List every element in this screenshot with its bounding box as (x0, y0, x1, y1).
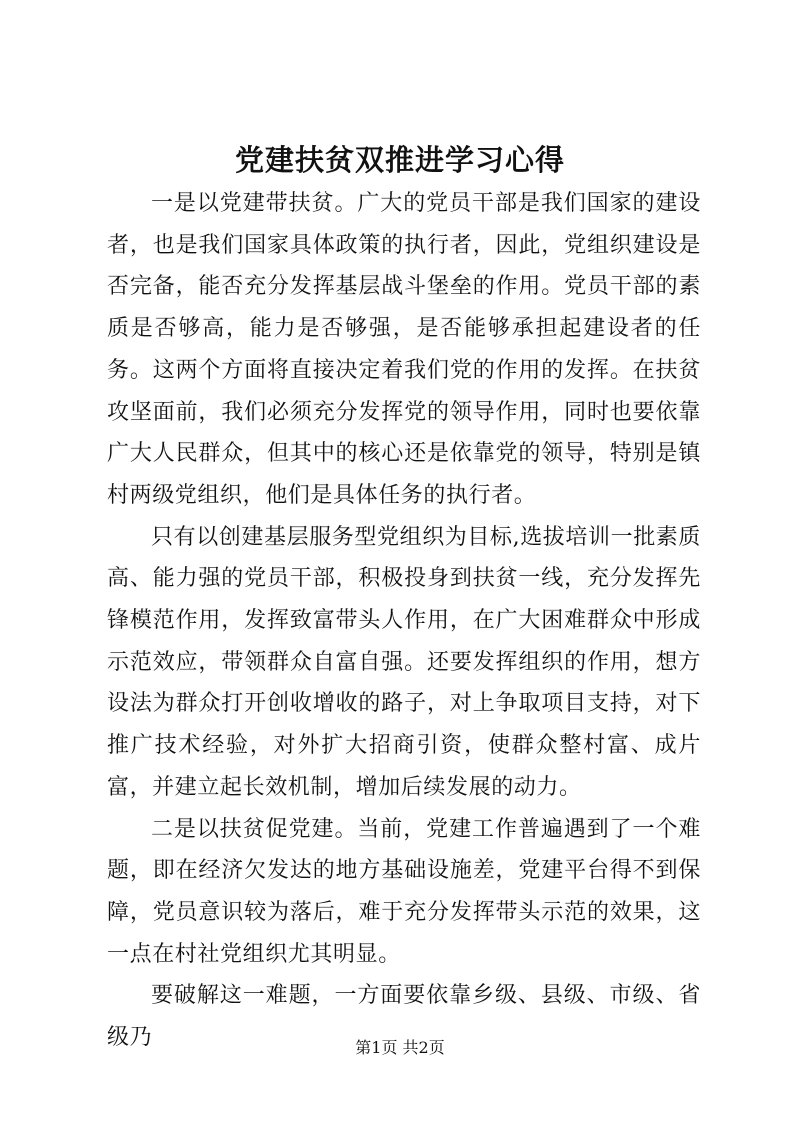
paragraph-3: 二是以扶贫促党建。当前，党建工作普遍遇到了一个难题，即在经济欠发达的地方基础设施差，党建平台得不到保障，党员意识较为落后，难于充分发挥带头示范的效果，这一点在村社党组织尤其明显。 (107, 816, 701, 967)
document-title: 党建扶贫双推进学习心得 (234, 143, 565, 177)
paragraph-4: 要破解这一难题，一方面要依靠乡级、县级、市级、省级乃 (107, 983, 701, 1051)
paragraph-2: 只有以创建基层服务型党组织为目标,选拔培训一批素质高、能力强的党员干部，积极投身到扶贫一线，充分发挥先锋模范作用，发挥致富带头人作用，在广大困难群众中形成示范效应，带领群众自富自强。还要发挥组织的作用，想方设法为群众打开创收增收的路子，对上争取项目支持，对下推广技术经验，对外扩大招商引资，使群众整村富、成片富，并建立起长效机制，增加后续发展的动力。 (107, 524, 701, 800)
paragraph-1: 一是以党建带扶贫。广大的党员干部是我们国家的建设者，也是我们国家具体政策的执行者，因此，党组织建设是否完备，能否充分发挥基层战斗堡垒的作用。党员干部的素质是否够高，能力是否够强，是否能够承担起建设者的任务。这两个方面将直接决定着我们党的作用的发挥。在扶贫攻坚面前，我们必须充分发挥党的领导作用，同时也要依靠广大人民群众，但其中的核心还是依靠党的领导，特别是镇村两级党组织，他们是具体任务的执行者。 (107, 191, 701, 508)
document-body (107, 183, 701, 1059)
page-number-footer: 第1页 共2页 (355, 1038, 445, 1057)
